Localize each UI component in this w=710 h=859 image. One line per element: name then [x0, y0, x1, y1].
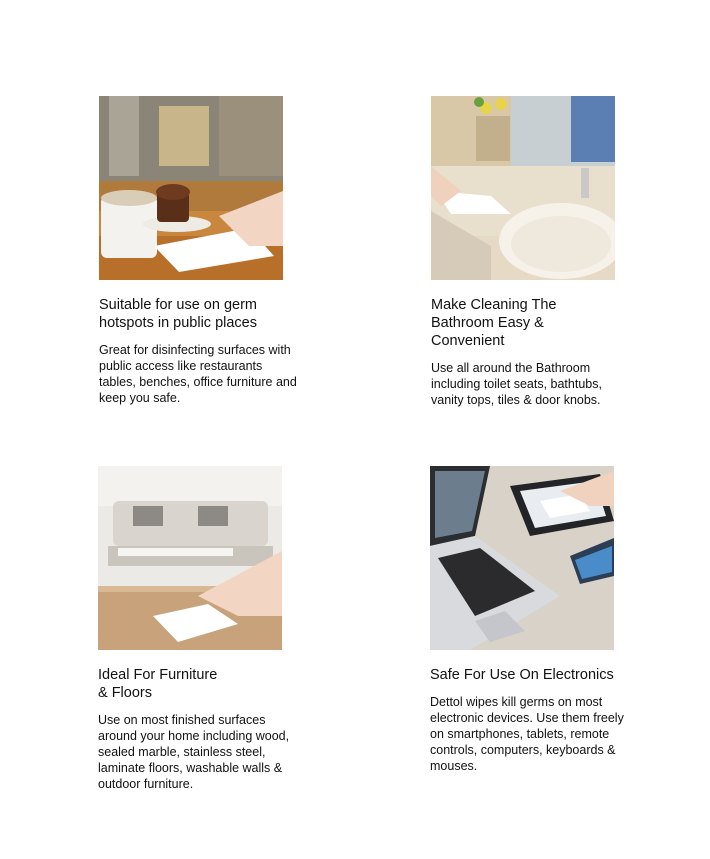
- title-line: & Floors: [98, 685, 152, 701]
- laptop-tablet-wipe-image: [430, 466, 614, 650]
- feature-description: Use all around the Bathroom including toilet seats, bathtubs, vanity tops, tiles & door knobs.: [431, 361, 602, 407]
- feature-title: [431, 296, 631, 350]
- title-line: Safe For Use On Electronics: [430, 667, 614, 683]
- feature-title: [98, 666, 298, 702]
- feature-description: Use on most finished surfaces around your home including wood, sealed marble, stainless steel, laminate floors, washable walls & outdoor furniture.: [98, 713, 290, 791]
- feature-title: [430, 666, 630, 684]
- bathroom-sink-wipe-image: [431, 96, 615, 280]
- title-line: Ideal For Furniture: [98, 667, 218, 683]
- title-line: Convenient: [431, 333, 505, 349]
- feature-description: Great for disinfecting surfaces with public access like restaurants tables, benches, office furniture and keep you safe.: [99, 343, 297, 405]
- title-line: Suitable for use on germ: [99, 297, 257, 313]
- feature-description: Dettol wipes kill germs on most electronic devices. Use them freely on smartphones, tablets, remote controls, computers, keyboards & mouses.: [430, 695, 624, 773]
- feature-card-electronics: [430, 466, 630, 774]
- feature-title: [99, 296, 299, 332]
- title-line: Bathroom Easy &: [431, 315, 544, 331]
- title-line: hotspots in public places: [99, 315, 257, 331]
- feature-card-bathroom: [431, 96, 631, 408]
- living-room-table-wipe-image: [98, 466, 282, 650]
- restaurant-table-wipe-image: [99, 96, 283, 280]
- feature-card-furniture: [98, 466, 298, 792]
- feature-card-public-places: [99, 96, 299, 406]
- title-line: Make Cleaning The: [431, 297, 557, 313]
